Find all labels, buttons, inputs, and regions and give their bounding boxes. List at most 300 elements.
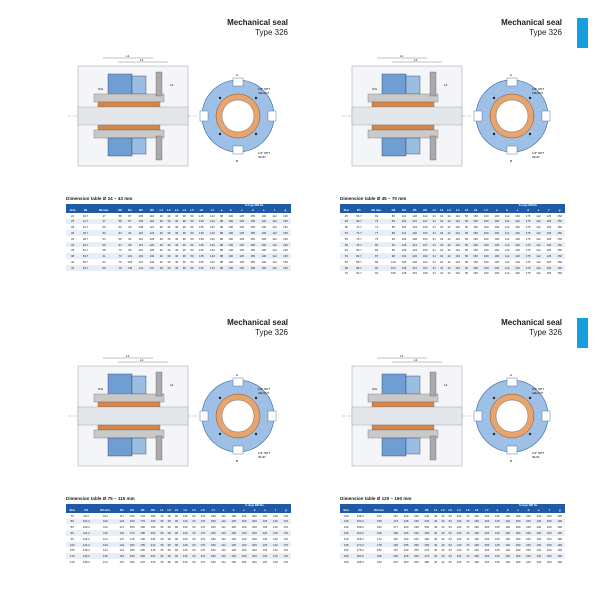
table-cell: 66	[118, 236, 122, 241]
table-cell: 88	[218, 265, 225, 271]
table-cell: 38	[167, 513, 171, 518]
column-header: L6	[198, 508, 208, 513]
table-cell: 202	[391, 553, 401, 559]
table-cell: 88.7	[353, 265, 365, 271]
column-header: D5	[137, 508, 147, 513]
column-header: L2	[438, 208, 445, 213]
cross-section-view	[342, 54, 472, 166]
table-cell: 125	[492, 530, 502, 536]
column-header: b	[225, 208, 236, 213]
table-cell: 70	[464, 553, 471, 559]
table-cell: 43	[439, 519, 446, 525]
table-cell: 125	[262, 536, 268, 541]
table-cell: 125	[546, 225, 552, 230]
table-cell: 215	[401, 519, 411, 525]
table-cell: 50	[190, 248, 194, 253]
table-cell: 96	[180, 253, 188, 259]
table-cell: 112	[138, 236, 144, 241]
table-cell: 125	[546, 236, 552, 241]
table-cell: 31	[432, 271, 436, 276]
dimension-table	[66, 504, 291, 565]
table-cell: 100	[494, 236, 500, 241]
table-cell: 143	[210, 259, 215, 264]
table-cell: 123	[146, 230, 157, 236]
column-header: D1	[352, 508, 368, 513]
table-cell: 180	[515, 525, 521, 530]
page-title	[227, 318, 288, 338]
table-cell: 141	[409, 242, 420, 248]
table-cell: 43	[439, 553, 446, 559]
column-header: e	[533, 208, 543, 213]
table-cell: 26	[159, 225, 163, 230]
table-cell: 65.7	[356, 213, 362, 218]
table-cell: 125	[231, 536, 236, 541]
table-cell: 100	[261, 225, 267, 230]
table-cell: 40	[432, 519, 439, 525]
table-cell: 125	[494, 536, 500, 541]
table-cell: 100	[228, 259, 234, 264]
table-cell: 30	[165, 242, 173, 248]
table-cell: 140	[512, 242, 523, 248]
table-cell: 35	[160, 525, 164, 530]
thread-top-label: 1/4" NPT	[258, 87, 271, 91]
table-cell: 112	[221, 548, 226, 553]
table-cell: 112	[272, 213, 277, 218]
table-cell: 140	[505, 525, 511, 530]
dim-label-s: S/G	[98, 87, 104, 91]
column-header: L4	[180, 508, 190, 513]
table-cell: 70	[466, 536, 470, 541]
table-cell: 160	[546, 513, 552, 518]
table-cell: 170	[200, 548, 206, 553]
table-cell: 180	[515, 548, 521, 553]
table-cell: 96	[180, 219, 188, 225]
table-cell: 125	[546, 248, 552, 253]
table-cell: 88	[219, 213, 224, 218]
table-cell: 109.2	[82, 525, 90, 530]
table-cell: 140	[503, 553, 513, 559]
table-cell: 54	[447, 530, 454, 536]
table-cell: 30	[167, 213, 171, 218]
table-cell: 88	[388, 230, 399, 236]
table-cell: 104.2	[78, 519, 94, 525]
table-cell: 245	[401, 553, 411, 559]
table-cell: 140	[505, 559, 511, 564]
table-cell: 48	[174, 559, 178, 564]
table-cell: 31	[432, 225, 436, 230]
table-cell: 150	[470, 230, 481, 236]
table-cell: 112	[536, 271, 541, 276]
table-cell: 126	[180, 519, 190, 525]
column-header: L3	[173, 208, 181, 213]
table-group-header: S-rings DIN No.	[219, 504, 292, 508]
table-cell: 132	[146, 253, 157, 259]
table-cell: 42	[447, 236, 451, 241]
table-cell: 34	[440, 213, 444, 218]
column-header: g	[554, 508, 565, 513]
column-header: D5	[135, 208, 146, 213]
table-cell: 95	[70, 536, 74, 541]
table-cell: 155	[247, 242, 258, 248]
table-cell: 160	[481, 219, 492, 225]
table-cell: 125	[236, 219, 247, 225]
table-cell: 30	[167, 225, 171, 230]
table-cell: 164	[422, 259, 428, 264]
table-cell: 143	[210, 236, 215, 241]
section-tab	[577, 18, 588, 48]
part-label-b: B	[510, 159, 513, 163]
table-cell: 49.7	[79, 242, 92, 248]
table-cell: 170	[280, 553, 291, 559]
table-cell: 80	[391, 213, 395, 218]
table-cell: 40	[432, 553, 439, 559]
table-cell: 235	[401, 542, 411, 548]
table-cell: 170	[200, 513, 206, 518]
table-cell: 116	[138, 248, 144, 253]
table-cell: 34	[438, 219, 445, 225]
table-cell: 200	[249, 519, 259, 525]
table-cell: 250	[424, 525, 430, 530]
table-cell: 54	[447, 542, 454, 548]
table-cell: 70	[344, 271, 348, 276]
table-cell: 34	[440, 248, 444, 253]
table-cell: 170	[198, 519, 208, 525]
table-cell: 143	[207, 253, 218, 259]
table-cell: 56	[465, 248, 469, 253]
table-cell: 163	[376, 525, 382, 530]
table-cell: 114.2	[78, 530, 94, 536]
table-cell: 155	[250, 236, 256, 241]
column-header: L4	[453, 208, 463, 213]
table-cell: 50	[344, 225, 348, 230]
table-cell: 96	[180, 265, 188, 271]
table-cell: 125	[231, 525, 236, 530]
table-cell: 175	[525, 236, 531, 241]
table-cell: 58	[118, 213, 122, 218]
column-header: a	[491, 208, 502, 213]
table-cell: 250	[403, 559, 409, 564]
table-cell: 125	[239, 213, 245, 218]
table-cell: 100	[261, 248, 267, 253]
table-cell: 125	[231, 548, 236, 553]
table-cell: 93	[388, 242, 399, 248]
table-cell: 140	[505, 548, 511, 553]
table-cell: 80.7	[356, 248, 362, 253]
table-cell: 70	[464, 519, 471, 525]
table-cell: 240	[403, 548, 409, 553]
column-header: L3	[448, 508, 452, 513]
part-label-b: B	[236, 459, 239, 463]
dim-label-l2: L2	[414, 358, 418, 362]
dim-label-l2: L2	[140, 58, 144, 62]
table-cell: 110	[455, 259, 461, 264]
dim-label-s: S/G	[372, 87, 378, 91]
table-cell: 112	[269, 242, 280, 248]
column-header: Size	[340, 208, 353, 213]
table-cell: 155	[340, 553, 352, 559]
table-cell: 160	[483, 225, 489, 230]
table-cell: 143	[210, 225, 215, 230]
table-cell: 50	[188, 242, 196, 248]
table-cell: 63	[192, 536, 196, 541]
table-cell: 85	[391, 225, 395, 230]
table-cell: 240	[411, 530, 421, 536]
table-cell: 41.7	[79, 219, 92, 225]
table-cell: 125	[239, 259, 245, 264]
table-cell: 180	[210, 525, 216, 530]
table-cell: 56	[463, 265, 470, 271]
column-header: D2 min.	[92, 208, 116, 213]
dim-label-l3: L3	[444, 83, 448, 87]
table-cell: 170	[280, 519, 291, 525]
column-header: L3	[445, 208, 452, 213]
table-body	[340, 213, 565, 277]
table-cell: 63	[192, 559, 196, 564]
column-header: L1	[160, 508, 164, 513]
cross-section-view	[68, 354, 198, 466]
table-cell: 56	[463, 242, 470, 248]
table-cell: 112	[272, 236, 277, 241]
table-cell: 190	[474, 536, 479, 541]
table-cell: 190	[557, 525, 563, 530]
technical-drawing	[332, 46, 552, 186]
column-header: a	[218, 208, 225, 213]
table-cell: 190	[554, 530, 565, 536]
column-header: c	[239, 508, 249, 513]
table-cell: 140	[534, 542, 544, 548]
table-cell: 31	[431, 219, 438, 225]
table-cell: 110	[453, 265, 463, 271]
table-cell: 89	[375, 259, 379, 264]
column-header: D3	[116, 208, 124, 213]
table-cell: 90.7	[356, 271, 362, 276]
column-header: Size	[66, 508, 78, 513]
table-cell: 153	[412, 271, 417, 276]
table-cell: 125	[228, 519, 238, 525]
table-cell: 30	[66, 230, 79, 236]
table-cell: 67	[116, 242, 124, 248]
table-cell: 150	[473, 259, 478, 264]
table-cell: 140	[272, 536, 278, 541]
table-cell: 103	[127, 259, 133, 264]
column-header: D2 min.	[368, 508, 390, 513]
column-header: f	[270, 508, 280, 513]
table-cell: 150	[473, 271, 478, 276]
table-cell: 96	[180, 242, 188, 248]
table-cell: 225	[526, 536, 531, 541]
table-cell: 31	[431, 253, 438, 259]
table-cell: 109	[94, 519, 117, 525]
dimension-table	[340, 504, 565, 565]
table-cell: 50	[190, 213, 194, 218]
table-cell: 112	[269, 265, 280, 271]
table-cell: 56	[463, 230, 470, 236]
table-cell: 126	[180, 530, 190, 536]
table-cell: 265	[422, 542, 432, 548]
table-cell: 45	[344, 213, 348, 218]
table-cell: 117	[119, 513, 125, 518]
part-label-a: A	[236, 73, 239, 77]
table-cell: 135	[199, 248, 204, 253]
table-cell: 125	[239, 225, 245, 230]
table-cell: 54.7	[79, 253, 92, 259]
table-cell: 118	[149, 213, 155, 218]
column-header: L5	[192, 508, 196, 513]
table-cell: 112	[504, 236, 510, 241]
table-cell: 125	[492, 553, 502, 559]
table-cell: 100	[391, 259, 396, 264]
table-cell: 140	[534, 519, 544, 525]
column-header: Size	[340, 508, 352, 513]
table-cell: 153	[376, 513, 382, 518]
table-cell: 42	[445, 253, 452, 259]
table-cell: 132	[117, 530, 127, 536]
table-cell: 70	[466, 548, 470, 553]
table-cell: 78	[116, 265, 124, 271]
table-cell: 140	[536, 536, 542, 541]
table-cell: 112	[221, 559, 226, 564]
table-cell: 157	[420, 242, 431, 248]
table-cell: 100	[494, 248, 500, 253]
table-cell: 135	[196, 230, 207, 236]
table-cell: 160	[546, 525, 552, 530]
table-cell: 36	[175, 259, 179, 264]
table-cell: 153.2	[352, 519, 368, 525]
table-cell: 140	[270, 519, 280, 525]
table-cell: 180	[513, 519, 523, 525]
table-cell: 230	[403, 536, 409, 541]
flange-front-view	[200, 73, 276, 163]
table-cell: 130	[343, 525, 349, 530]
table-cell: 34	[438, 265, 445, 271]
table-cell: 135	[280, 242, 291, 248]
column-header: b	[228, 508, 238, 513]
table-cell: 108	[138, 225, 144, 230]
table-cell: 190	[471, 530, 481, 536]
table-cell: 50	[190, 236, 194, 241]
table-cell: 170	[283, 525, 289, 530]
table-cell: 190	[557, 536, 563, 541]
column-header: d	[249, 508, 259, 513]
table-cell: 131	[399, 253, 410, 259]
table-cell: 44.7	[82, 225, 89, 230]
column-header: D6	[420, 208, 431, 213]
table-cell: 160	[241, 536, 247, 541]
table-cell: 88	[219, 236, 224, 241]
subtitle-line: Type 326	[255, 328, 288, 337]
table-cell: 34	[440, 236, 444, 241]
table-cell: 125	[260, 542, 270, 548]
table-cell: 34	[440, 271, 444, 276]
table-cell: 125	[546, 213, 552, 218]
table-cell: 54	[448, 536, 452, 541]
table-cell: 35	[71, 248, 75, 253]
table-row	[66, 265, 291, 271]
table-cell: 160	[127, 519, 137, 525]
table-cell: 85	[70, 525, 74, 530]
table-cell: 30	[165, 219, 173, 225]
table-cell: 115	[70, 559, 75, 564]
dimension-table	[66, 204, 291, 271]
table-cell: 43	[441, 536, 445, 541]
table-cell: 135	[283, 213, 288, 218]
table-cell: 65	[344, 259, 348, 264]
table-cell: 160	[241, 525, 247, 530]
table-cell: 143	[210, 213, 215, 218]
table-cell: 140	[272, 548, 278, 553]
table-cell: 140	[503, 519, 513, 525]
table-cell: 129.2	[82, 548, 90, 553]
table-cell: 38	[66, 253, 79, 259]
table-cell: 200	[140, 548, 145, 553]
table-cell: 135	[199, 259, 204, 264]
table-cell: 72	[365, 219, 388, 225]
table-cell: 188	[368, 553, 390, 559]
table-cell: 160	[546, 548, 552, 553]
table-cell: 260	[411, 553, 421, 559]
table-cell: 121	[138, 259, 144, 264]
dim-label-s: S/G	[98, 387, 104, 391]
table-cell: 100	[228, 236, 234, 241]
table-cell: 140	[515, 236, 520, 241]
table-cell: 200	[482, 553, 492, 559]
table-cell: 183	[376, 548, 382, 553]
table-cell: 190	[471, 542, 481, 548]
column-header: d	[523, 508, 533, 513]
table-cell: 134	[103, 548, 108, 553]
table-cell: 112	[533, 265, 543, 271]
table-cell: 112	[272, 259, 277, 264]
column-header: a	[492, 508, 502, 513]
table-cell: 30	[167, 248, 171, 253]
table-cell: 83.7	[353, 253, 365, 259]
table-cell: 34	[440, 259, 444, 264]
table-cell: 112	[502, 253, 512, 259]
table-cell: 36	[173, 253, 181, 259]
table-cell: 112	[219, 542, 229, 548]
table-cell: 43	[441, 559, 445, 564]
table-cell: 152	[420, 230, 431, 236]
table-cell: 105	[138, 213, 144, 218]
table-cell: 112	[502, 230, 512, 236]
table-cell: 96	[182, 225, 186, 230]
table-cell: 40	[432, 530, 439, 536]
table-cell: 112	[504, 213, 510, 218]
table-cell: 135	[280, 265, 291, 271]
table-cell: 180	[515, 513, 521, 518]
table-cell: 195	[137, 542, 147, 548]
table-cell: 31	[432, 248, 436, 253]
column-header: D3	[388, 208, 399, 213]
table-cell: 112	[502, 219, 512, 225]
table-cell: 195	[150, 525, 156, 530]
table-cell: 31	[431, 265, 438, 271]
table-cell: 185	[129, 548, 135, 553]
table-cell: 160	[483, 259, 489, 264]
table-cell: 265	[414, 559, 419, 564]
table-cell: 125	[544, 253, 555, 259]
thread-bottom-code: IDL/IN	[258, 156, 266, 159]
column-header: a	[219, 508, 229, 513]
table-cell: 56	[463, 253, 470, 259]
table-cell: 160	[546, 536, 552, 541]
table-cell: 160	[483, 248, 489, 253]
table-cell: 270	[424, 548, 430, 553]
table-cell: 43	[439, 542, 446, 548]
table-cell: 54	[447, 553, 454, 559]
table-cell: 48	[174, 513, 178, 518]
table-cell: 125	[228, 553, 238, 559]
